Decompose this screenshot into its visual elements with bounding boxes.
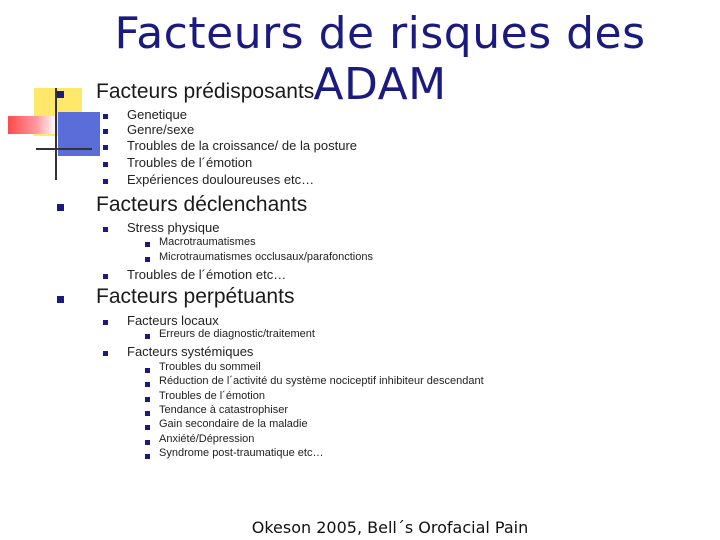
group-heading: Facteurs locaux xyxy=(127,313,219,328)
bullet-icon xyxy=(103,162,108,167)
slide-title: Facteurs de risques des ADAM xyxy=(114,8,646,110)
list-item: Microtraumatismes occlusaux/parafonctions xyxy=(159,251,373,263)
bullet-icon xyxy=(103,114,108,119)
list-item: Gain secondaire de la maladie xyxy=(159,418,308,430)
bullet-icon xyxy=(145,425,150,430)
group-heading: Facteurs systémiques xyxy=(127,344,254,359)
bullet-icon xyxy=(57,296,64,303)
bullet-icon xyxy=(103,351,108,356)
list-item: Genetique xyxy=(127,107,187,122)
source-citation: Okeson 2005, Bell´s Orofacial Pain xyxy=(251,518,529,537)
list-item: Erreurs de diagnostic/traitement xyxy=(159,328,315,340)
bullet-icon xyxy=(145,334,150,339)
list-item: Troubles de la croissance/ de la posture xyxy=(127,138,358,153)
list-item: Troubles de l´émotion xyxy=(159,390,265,402)
list-item: Troubles du sommeil xyxy=(159,361,261,373)
bullet-icon xyxy=(145,397,150,402)
list-item: Genre/sexe xyxy=(127,122,195,137)
bullet-icon xyxy=(103,320,108,325)
section-heading-declenchants: Facteurs déclenchants xyxy=(96,193,308,216)
bullet-icon xyxy=(145,368,150,373)
bullet-icon xyxy=(103,274,108,279)
group-heading: Troubles de l´émotion etc… xyxy=(127,267,287,282)
bullet-icon xyxy=(103,129,108,134)
list-item: Syndrome post-traumatique etc… xyxy=(159,447,324,459)
list-item: Macrotraumatismes xyxy=(159,236,256,248)
list-item: Réduction de l´activité du système nociceptif inhibiteur descendant xyxy=(159,375,484,387)
decor-vertical-line xyxy=(55,88,57,180)
bullet-icon xyxy=(145,411,150,416)
decor-horizontal-line xyxy=(36,148,92,150)
bullet-icon xyxy=(103,227,108,232)
group-heading: Stress physique xyxy=(127,220,220,235)
bullet-icon xyxy=(103,179,108,184)
list-item: Troubles de l´émotion xyxy=(127,155,253,170)
list-item: Tendance à catastrophiser xyxy=(159,404,289,416)
bullet-icon xyxy=(103,145,108,150)
bullet-icon xyxy=(145,257,150,262)
decor-red-bar xyxy=(8,116,56,134)
bullet-icon xyxy=(57,204,64,211)
bullet-icon xyxy=(145,382,150,387)
list-item: Expériences douloureuses etc… xyxy=(127,172,315,187)
bullet-icon xyxy=(145,454,150,459)
bullet-icon xyxy=(57,91,64,98)
bullet-icon xyxy=(145,242,150,247)
section-heading-predisposants: Facteurs prédisposants xyxy=(96,80,315,103)
section-heading-perpetuants: Facteurs perpétuants xyxy=(96,285,295,308)
list-item: Anxiété/Dépression xyxy=(159,433,255,445)
bullet-icon xyxy=(145,440,150,445)
